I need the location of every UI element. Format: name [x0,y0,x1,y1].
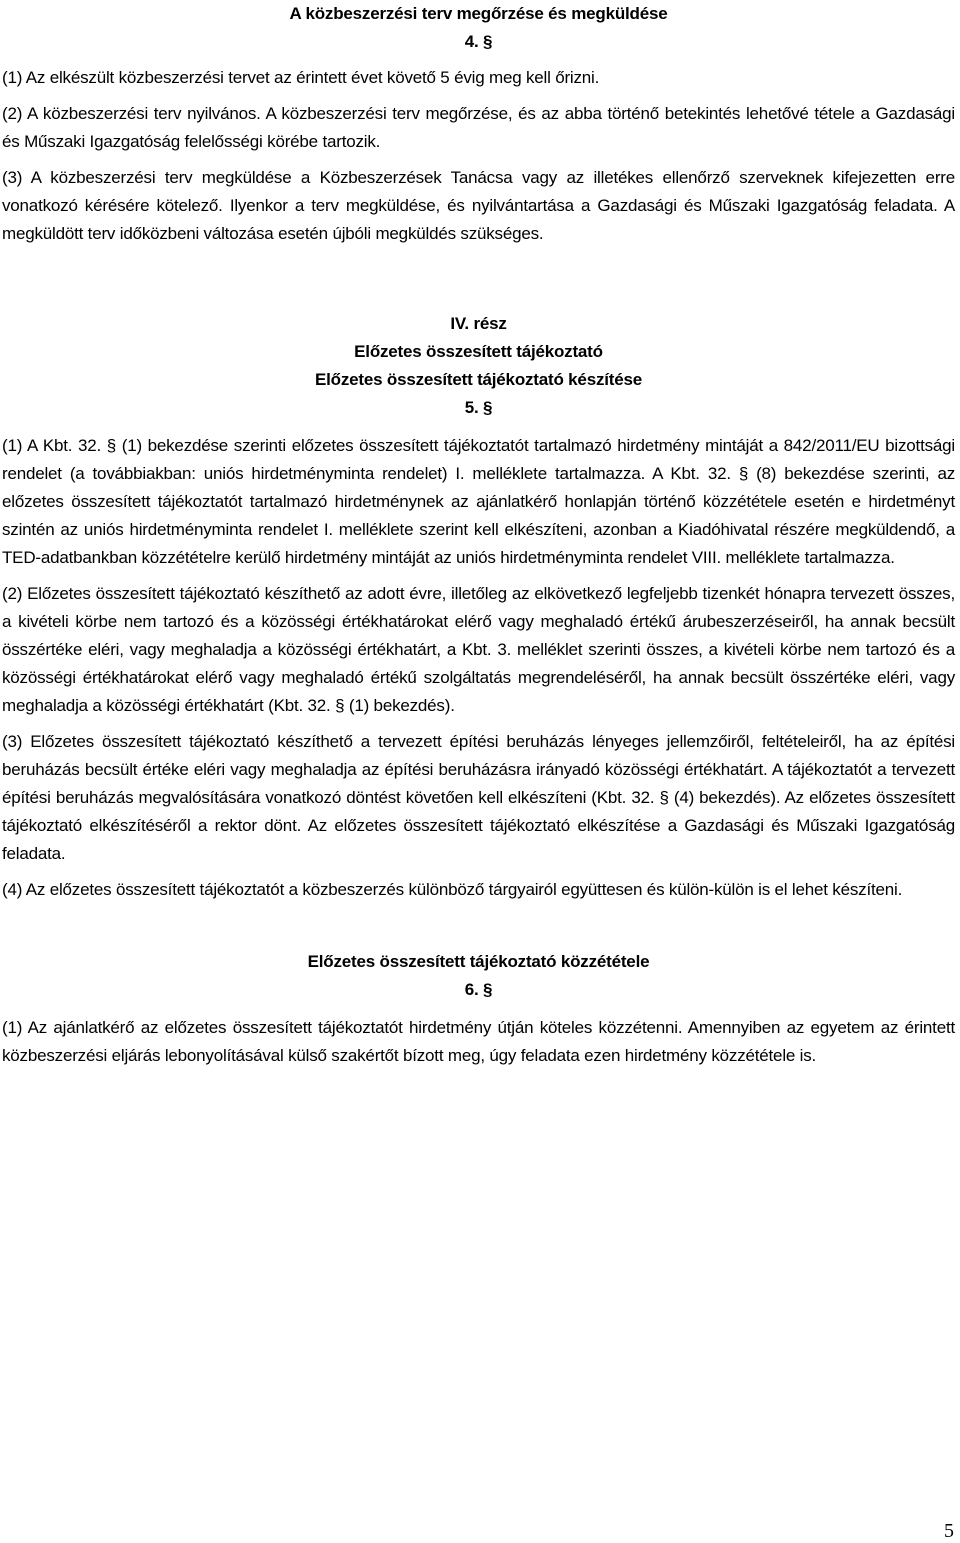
paragraph: (3) A közbeszerzési terv megküldése a Közbeszerzések Tanácsa vagy az illetékes ellenőrző szerveknek kifejezetten erre vonatkozó kérésére kötelező. Ilyenkor a terv megküldése, és nyilvántartása a Gazdasági és Műszaki Igazgatóság feladata. A megküldött terv időközbeni változása esetén újbóli megküldés szükséges. [2,168,955,243]
paragraph: (2) A közbeszerzési terv nyilvános. A közbeszerzési terv megőrzése, és az abba történő betekintés lehetővé tétele a Gazdasági és Műszaki Igazgatóság felelősségi körébe tartozik. [2,104,955,151]
paragraph: (2) Előzetes összesített tájékoztató készíthető az adott évre, illetőleg az elkövetkező legfeljebb tizenkét hónapra tervezett összes, a kivételi körbe nem tartozó és a közösségi értékhatárokat elérő vagy meghaladó értékű árubeszerzéseiről, ha annak becsült összértéke eléri, vagy meghaladja a közösségi értékhatárt, a Kbt. 3. melléklet szerinti összes, a kivételi körbe nem tartozó és a közösségi értékhatárokat elérő vagy meghaladó értékű szolgáltatás megrendeléséről, ha annak becsült összértéke eléri, vagy meghaladja a közösségi értékhatárt (Kbt. 32. § (1) bekezdés). [2,584,955,715]
paragraph: (3) Előzetes összesített tájékoztató készíthető a tervezett építési beruházás lényeges jellemzőiről, feltételeiről, ha az építési beruházás becsült értéke eléri vagy meghaladja az építési beruházásra irányadó közösségi értékhatárt. A tájékoztatót a tervezett építési beruházás megvalósítására vonatkozó döntést követően kell elkészíteni (Kbt. 32. § (4) bekezdés). Az előzetes összesített tájékoztató elkészítéséről a rektor dönt. Az előzetes összesített tájékoztató elkészítése a Gazdasági és Műszaki Igazgatóság feladata. [2,732,955,863]
paragraph: (1) A Kbt. 32. § (1) bekezdése szerinti előzetes összesített tájékoztatót tartalmazó hirdetmény mintáját a 842/2011/EU bizottsági rendelet (a továbbiakban: uniós hirdetményminta rendelet) I. melléklete tartalmazza. A Kbt. 32. § (8) bekezdése szerinti, az előzetes összesített tájékoztatót tartalmazó hirdetménynek az ajánlatkérő honlapján történő közzététele esetén e hirdetményt szintén az uniós hirdetményminta rendelet I. melléklete szerint kell elkészíteni, azonban a Kiadóhivatal részére megküldendő, a TED-adatbankban közzétételre kerülő hirdetmény mintáját az uniós hirdetményminta rendelet VIII. melléklete tartalmazza. [2,436,955,567]
paragraph: (4) Az előzetes összesített tájékoztatót a közbeszerzés különböző tárgyairól együttesen és külön-külön is el lehet készíteni. [2,880,903,899]
part-title: Előzetes összesített tájékoztató [354,342,603,361]
paragraph: (1) Az ajánlatkérő az előzetes összesített tájékoztatót hirdetmény útján köteles közzétenni. Amennyiben az egyetem az érintett közbeszerzési eljárás lebonyolításával külső szakértőt bízott meg, úgy feladata ezen hirdetmény közzététele is. [2,1018,955,1065]
section-title: A közbeszerzési terv megőrzése és megküldése [289,4,668,23]
part-subtitle: Előzetes összesített tájékoztató készítése [314,370,642,389]
section-title: Előzetes összesített tájékoztató közzététele [307,952,650,971]
section-number: 4. § [464,32,493,51]
part-label: IV. rész [450,314,507,333]
document-body [2,0,955,1070]
page-number: 5 [944,1520,954,1542]
paragraph: (1) Az elkészült közbeszerzési tervet az érintett évet követő 5 évig meg kell őrizni. [2,68,600,87]
section-number: 5. § [464,398,493,417]
section-number: 6. § [464,980,493,999]
